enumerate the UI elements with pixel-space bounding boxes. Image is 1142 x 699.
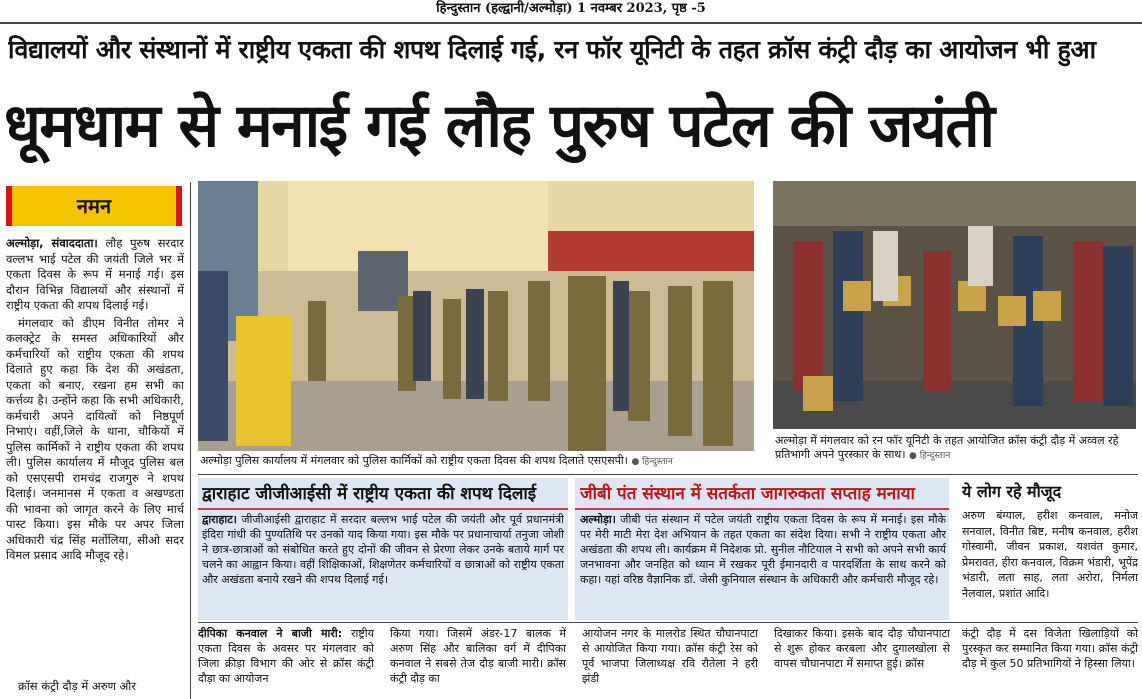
photo-credit: ● हिन्दुस्तान xyxy=(631,457,673,467)
main-story-para-2: मंगलवार को डीएम विनीत तोमर ने कलक्ट्रेट के समस्त अधिकारियों और कर्मचारियों को राष्ट्रीय एकता की शपथ दिलाते हुए कहा कि देश की अखंडता, एकता को बनाए, रखना हम सभी का कर्त्तव्य है। उन्होंने कहा कि सभी अधिकारी, कर्मचारी अपने दायित्वों को निष्ठपूर्ण निभाएं। वहीं,जिले के थाना, चौकियों में पुलिस कार्मिकों ने राष्ट्रीय एकता की शपथ ली। पुलिस कार्यालय में मौजूद पुलिस बल को एसएसपी रामचंद्र राजगुरु ने शपथ दिलाई। जनमानस में एकता व अखण्डता की भावना को जागृत करने के लिए मार्च पास्ट किया। इस मौके पर अपर जिला अधिकारी चंद्र सिंह मर्तोलिया, सीओ सदर विमल प्रसाद आदि मौजूद रहे। xyxy=(6,315,184,562)
bottom-col-4: दिखाकर किया। इसके बाद दौड़ चौघानपाटा से शुरू होकर करबला और दुगालखोला से वापस चौघानपाटा में समाप्त हुई। क्रॉस xyxy=(774,627,950,670)
cross-country-winners-photo xyxy=(773,181,1136,429)
present-list-title: ये लोग रहे मौजूद xyxy=(962,482,1062,501)
bottom-col-2: किया गया। जिसमें अंडर-17 बालक में अरुण सिंह और बालिका वर्ग में दीपिका कनवाल ने सबसे तेज दौड़ बाजी मारी। क्रॉस कंट्री दौड़ का xyxy=(390,627,566,685)
caption-text: अल्मोड़ा में मंगलवार को रन फॉर यूनिटी के तहत आयोजित क्रॉस कंट्री दौड़ में अव्वल रहे प्रतिभागी अपने पुरस्कार के साथ। xyxy=(775,434,1119,461)
bottom-col-5: कंट्री दौड़ में दस विजेता खिलाड़ियों को पुरस्कृत कर सम्मानित किया गया। क्रॉस कंट्री दौड़ में कुल 50 प्रतिभागियों ने हिस्सा लिया। xyxy=(962,627,1138,670)
dwarahat-body: जीजीआईसी द्वाराहाट में सरदार बल्लभ भाई पटेल की जयंती और पूर्व प्रधानमंत्री इंदिरा गांधी की पुण्यतिथि पर उनको याद किया गया। इस मौके पर प्रधानाचार्या तनुजा जोशी ने छात्र-छात्राओं को संबोधित करते हुए दोनों की जीवन से प्रेरणा लेकर उनके बताये मार्ग पर चलने का आह्वान किया। वहीं शिक्षिकाओं, शिक्षणेतर कर्मचारियों व छात्राओं को राष्ट्रीय एकता और अखंडता बनाये रखने की शपथ दिलाई गई। xyxy=(202,513,564,586)
bottom-col-3: आयोजन नगर के मालरोड स्थित चौघानपाटा से आयोजित किया गया। क्रॉस कंट्री रेस को पूर्व भाजपा जिलाध्यक्ष रवि रौतेला ने हरी झंडी xyxy=(582,627,758,685)
dwarahat-title: द्वाराहाट जीजीआईसी में राष्ट्रीय एकता की शपथ दिलाई xyxy=(202,484,537,504)
dwarahat-story xyxy=(202,512,564,618)
dateline: अल्मोड़ा। xyxy=(580,513,616,526)
police-photo-caption xyxy=(200,454,760,470)
newspaper-masthead: हिन्दुस्तान (हल्द्वानी/अल्मोड़ा) 1 नवम्बर 2023, पृष्ठ -5 xyxy=(436,1,706,16)
section-divider xyxy=(198,474,1138,475)
photo-credit: ● हिन्दुस्तान xyxy=(909,451,951,461)
subhead-dipika: दीपिका कनवाल ने बाजी मारी: xyxy=(198,627,343,640)
masthead-rule xyxy=(0,22,1142,24)
gbpant-title-rule xyxy=(575,508,949,510)
dateline: अल्मोड़ा, संवाददाता। xyxy=(6,236,98,250)
gbpant-body: जीबी पंत संस्थान में पटेल जयंती राष्ट्रीय एकता दिवस के रूप में मनाई। इस मौके पर मेरी माटी मेरा देश अभियान के तहत एकता का संदेश दिया। सभी ने राष्ट्रीय एकता और अखंडता की शपथ ली। कार्यक्रम में निदेशक प्रो. सुनील नौटियाल ने सभी को अपने सभी कार्य जनभावना और जनहित को ध्यान में रखकर पूरी ईमानदारी व पारदर्शिता के साथ करने को कहा। यहां वरिष्ठ वैज्ञानिक डॉ. जेसी कुनियाल संस्थान के अधिकारी और कर्मचारी मौजूद रहे। xyxy=(580,513,946,586)
main-story-continued: क्रॉस कंट्री दौड़ में अरुण और xyxy=(18,679,137,693)
main-story-column xyxy=(6,236,184,676)
dwarahat-title-rule xyxy=(198,508,568,510)
gbpant-title: जीबी पंत संस्थान में सतर्कता जागरुकता सप्ताह मनाया xyxy=(580,484,915,504)
section-divider xyxy=(198,622,1138,623)
column-divider xyxy=(190,182,191,699)
winners-photo-caption xyxy=(775,434,1137,466)
dateline: द्वाराहाट। xyxy=(202,513,237,526)
caption-text: अल्मोड़ा पुलिस कार्यालय में मंगलवार को पुलिस कार्मिकों को राष्ट्रीय एकता दिवस की शपथ दिलाते एसएसपी। xyxy=(200,454,628,467)
gbpant-story xyxy=(580,512,946,618)
present-list: अरुण बंग्याल, हरीश कनवाल, मनोज सनवाल, विनीत बिष्ट, मनीष कनवाल, हरीश गोस्वामी, जीवन प्रकाश, यशवंत कुमार, प्रेमरावत, हीरा कनवाल, विक्रम भंडारी, भूपेंद्र भंडारी, लता साह, लता अरोरा, निर्मला नैलवाल, प्रशांत आदि। xyxy=(962,509,1138,600)
bottom-col-1 xyxy=(198,626,374,699)
main-headline: धूमधाम से मनाई गई लौह पुरुष पटेल की जयंती xyxy=(4,91,994,161)
main-story-para-1: लौह पुरुष सरदार वल्लभ भाई पटेल की जयंती जिले भर में एकता दिवस के रूप में मनाई गई। इस दौरान विभिन्न विद्यालयों और संस्थानों में राष्ट्रीय एकता की शपथ दिलाई गई। xyxy=(6,236,184,312)
bottom-col-1-text: राष्ट्रीय एकता दिवस के अवसर पर मंगलवार को जिला क्रीड़ा विभाग की ओर से क्रॉस कंट्री दौड़ा का आयोजन xyxy=(198,627,374,685)
section-label-naman: नमन xyxy=(6,186,182,226)
sub-headline: विद्यालयों और संस्थानों में राष्ट्रीय एकता की शपथ दिलाई गई, रन फॉर यूनिटी के तहत क्रॉस कंट्री दौड़ का आयोजन भी हुआ xyxy=(8,35,1096,64)
police-oath-photo xyxy=(198,181,754,451)
